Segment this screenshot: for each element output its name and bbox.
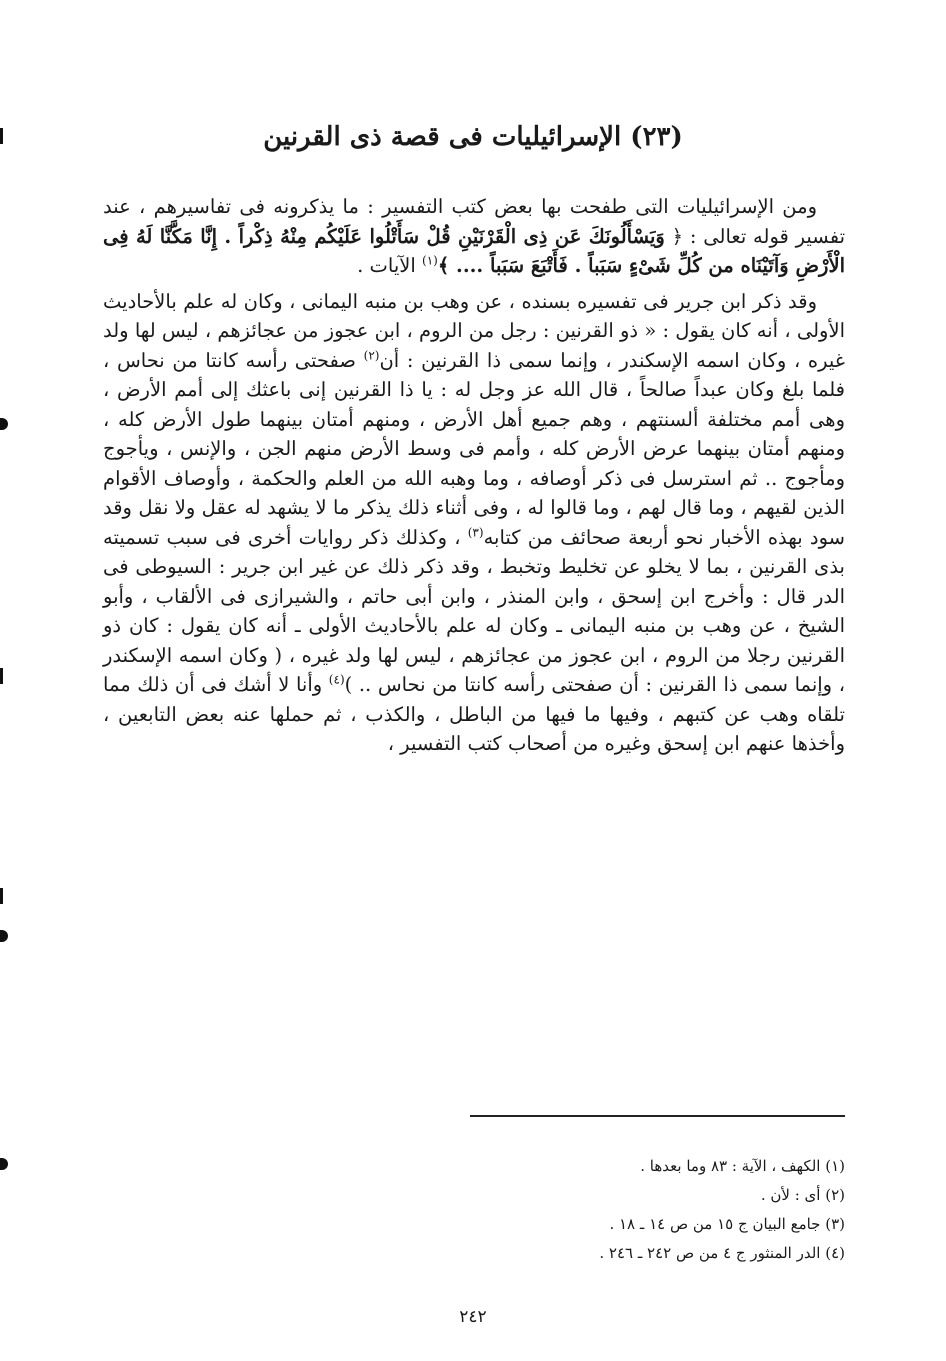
chapter-title: (٢٣) الإسرائيليات فى قصة ذى القرنين bbox=[263, 122, 683, 152]
paragraph-2-part-3: ، وكذلك ذكر روايات أخرى فى سبب تسميته بذى القرنين ، بما لا يخلو عن تخليط وتخبط ، وقد ذكر ذلك عن غير ابن جرير : السيوطى فى الدر قال : وأخرج ابن إسحق ، وابن المنذر ، وابن أبى حاتم ، والشيرازى فى الألقاب ، وأبو الشيخ ، عن وهب بن منبه اليمانى ـ وكان له علم بالأحاديث الأولى ـ أنه كان يقول : كان ذو القرنين رجلا من الروم ، ابن عجوز من عجائزهم ، ليس لها ولد غيره ، ( وكان اسمه الإسكندر ، وإنما سمى ذا القرنين : أن صفحتى رأسه كانتا من نحاس .. ) bbox=[103, 525, 845, 696]
paragraph-1-intro: ومن الإسرائيليات التى طفحت بها بعض كتب التفسير : ما يذكرونه فى تفاسيرهم ، عند تفسير قوله تعالى : ﴿ bbox=[103, 195, 845, 248]
quran-verse-end: .... ﴾ bbox=[437, 254, 491, 277]
scan-edge-mark bbox=[0, 888, 3, 904]
paragraph-2-part-4: وأنا لا أشك فى أن ذلك مما تلقاه وهب عن كتبهم ، وفيها ما فيها من الباطل ، والكذب ، ثم حملها عنه بعض التابعين ، وأخذها عنهم ابن إسحق وغيره من أصحاب كتب التفسير ، bbox=[103, 673, 845, 755]
page-number: ٢٤٢ bbox=[459, 1307, 487, 1327]
paragraph-2-part-1: وقد ذكر ابن جرير فى تفسيره بسنده ، عن وهب بن منبه اليمانى ، وكان له علم بالأحاديث الأولى ، أنه كان يقول : « ذو القرنين : رجل من الروم ، ابن عجوز من عجائزهم ، ليس لها ولد غيره ، وكان اسمه الإسكندر ، وإنما سمى ذا القرنين : أن bbox=[103, 289, 845, 372]
footnote-2: (٢) أى : لأن . bbox=[760, 1186, 845, 1204]
footnotes bbox=[245, 1152, 845, 1268]
footnote-ref-2: (٢) bbox=[363, 348, 380, 362]
footnote-ref-1: (١) bbox=[422, 253, 438, 268]
scan-edge-mark bbox=[0, 930, 8, 942]
footnote-1: (١) الكهف ، الآية : ٨٣ وما بعدها . bbox=[640, 1157, 845, 1175]
paragraph-1 bbox=[103, 192, 845, 281]
scan-edge-mark bbox=[0, 668, 3, 684]
paragraph-2 bbox=[103, 287, 845, 759]
main-text bbox=[103, 192, 845, 759]
footnote-3: (٣) جامع البيان ج ١٥ من ص ١٤ ـ ١٨ . bbox=[609, 1215, 845, 1233]
paragraph-1-tail: الآيات . bbox=[357, 254, 423, 277]
paragraph-2-part-2: صفحتى رأسه كانتا من نحاس ، فلما بلغ وكان عبداً صالحاً ، قال الله عز وجل له : يا ذا القرنين إنى باعثك إلى أمم الأرض ، وهى أمم مختلفة ألسنتهم ، وهم جميع أهل الأرض ، ومنهم أمتان بينهما طول الأرض كله ، ومنهم أمتان بينهما عرض الأرض كله ، وأمم فى وسط الأرض منهم الجن ، والإنس ، ويأجوج ومأجوج .. ثم استرسل فى ذكر أوصافه ، وما وهبه الله من العلم والحكمة ، وأوصاف الأقوام الذين لقيهم ، وما قال لهم ، وما قالوا له ، وفى أثناء ذلك يذكر ما لا يشهد له عقل ولا نقل وقد سود بهذه الأخبار نحو أربعة صحائف من كتابه bbox=[103, 348, 846, 549]
scan-edge-mark bbox=[0, 1158, 8, 1170]
quran-verse: وَيَسْأَلُونَكَ عَن ذِى الْقَرْنَيْنِ قُلْ سَأَتْلُوا عَلَيْكُم مِنْهُ ذِكْراً . إِنَّا مَكَّنَّا لَهُ فِى الْأَرْضِ وَآتَيْنَاه من كُلِّ شَىْءٍ سَبَباً . فَأَتْبَعَ سَبَباً bbox=[103, 224, 845, 277]
footnote-4: (٤) الدر المنثور ج ٤ من ص ٢٤٢ ـ ٢٤٦ . bbox=[599, 1244, 845, 1262]
scan-edge-mark bbox=[0, 418, 8, 430]
footnote-separator bbox=[470, 1115, 845, 1117]
footnote-ref-3: (٣) bbox=[467, 525, 484, 539]
footnote-ref-4: (٤) bbox=[328, 672, 345, 687]
